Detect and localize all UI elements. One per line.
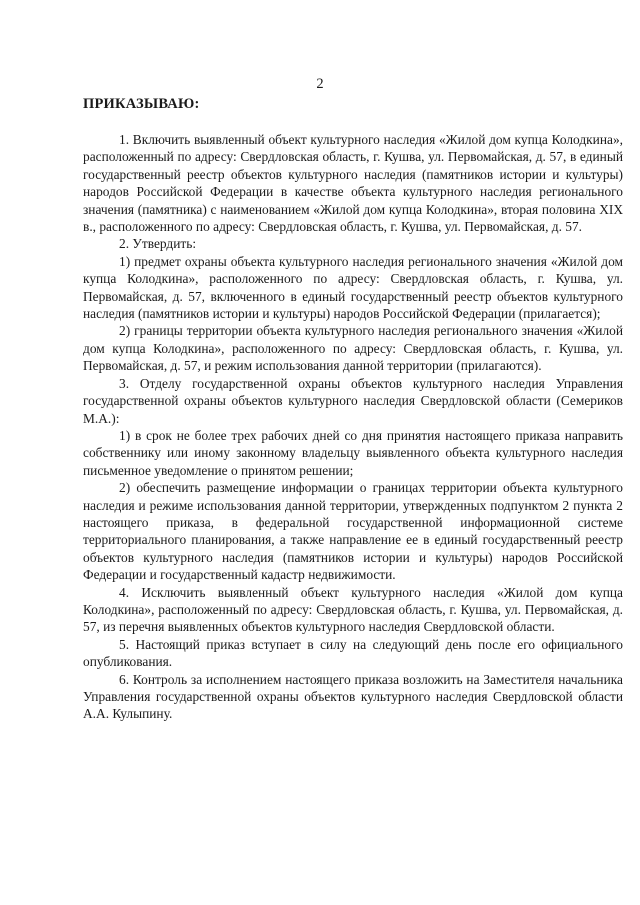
item-3-department-instruction: 3. Отделу государственной охраны объектов культурного наследия Управления государственной охраны объектов культурного наследия Свердловской области (Семериков М.А.): (83, 375, 623, 426)
item-6-control: 6. Контроль за исполнением настоящего приказа возложить на Заместителя начальника Управления государственной охраны объектов культурного наследия Свердловской области А.А. Кулыпину. (83, 671, 623, 722)
item-3-1-notify-owner: 1) в срок не более трех рабочих дней со дня принятия настоящего приказа направить собственнику или иному законному владельцу выявленного объекта культурного наследия письменное уведомление о принятом решении; (83, 427, 623, 478)
item-2-1-protection-subject: 1) предмет охраны объекта культурного наследия регионального значения «Жилой дом купца Колодкина», расположенного по адресу: Свердловская область, г. Кушва, ул. Первомайская, д. 57, включенного в единый государственный реестр объектов культурного наследия (памятников истории и культуры) народов Российской Федерации (прилагается); (83, 253, 623, 322)
item-2-approve: 2. Утвердить: (119, 236, 197, 252)
item-2-2-territory-boundaries: 2) границы территории объекта культурного наследия регионального значения «Жилой дом купца Колодкина», расположенного по адресу: Свердловская область, г. Кушва, ул. Первомайская, д. 57, и режим использования данной территории (прилагаются). (83, 323, 623, 374)
item-4-exclude-from-list: 4. Исключить выявленный объект культурного наследия «Жилой дом купца Колодкина», расположенный по адресу: Свердловская область, г. Кушва, ул. Первомайская, д. 57, из перечня выявленных объектов культурного наследия Свердловской области. (83, 584, 623, 635)
order-heading: ПРИКАЗЫВАЮ: (83, 96, 200, 112)
page-number: 2 (316, 76, 324, 92)
item-1-include-in-register: 1. Включить выявленный объект культурного наследия «Жилой дом купца Колодкина», расположенный по адресу: Свердловская область, г. Кушва, ул. Первомайская, д. 57, в единый государственный реестр объектов культурного наследия (памятников истории и культуры) народов Российской Федерации в качестве объекта культурного наследия регионального значения (памятника) с наименованием «Жилой дом купца Колодкина», вторая половина XIX в., расположенного по адресу: Свердловская область, г. Кушва, ул. Первомайская, д. 57. (83, 132, 623, 235)
item-3-2-publish-information: 2) обеспечить размещение информации о границах территории объекта культурного наследия и режиме использования данной территории, утвержденных подпунктом 2 пункта 2 настоящего приказа, в федеральной государственной информационной системе территориального планирования, а также направление ее в единый государственный реестр объектов культурного наследия (памятников истории и культуры) народов Российской Федерации и государственный кадастр недвижимости. (83, 480, 623, 583)
order-body (83, 131, 623, 723)
item-5-entry-into-force: 5. Настоящий приказ вступает в силу на следующий день после его официального опубликования. (83, 636, 623, 670)
